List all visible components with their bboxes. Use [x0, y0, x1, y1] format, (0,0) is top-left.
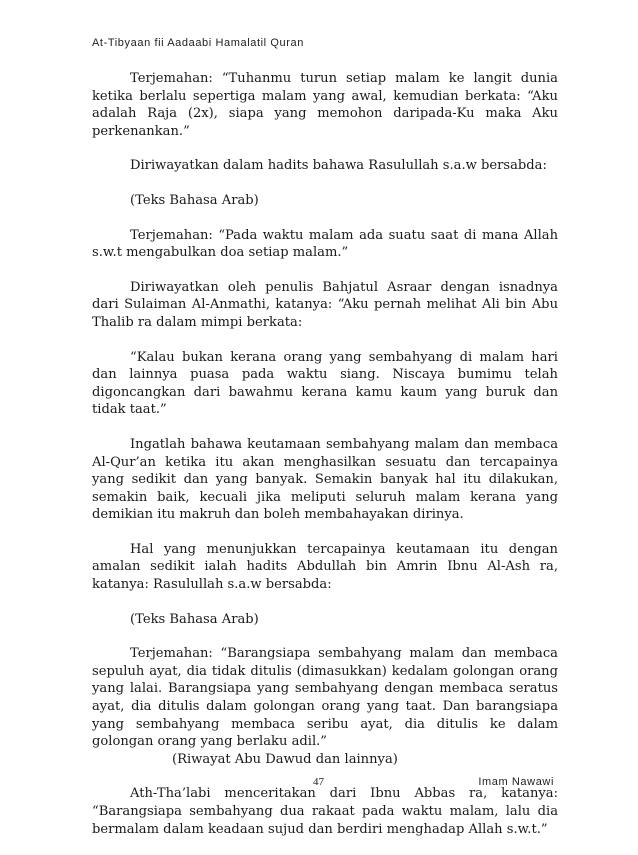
- running-header: At-Tibyaan fii Aadaabi Hamalatil Quran: [92, 37, 304, 49]
- page-number: 47: [313, 776, 324, 788]
- footer-author: Imam Nawawi: [478, 776, 554, 788]
- paragraph-arabic-placeholder-2: (Teks Bahasa Arab): [130, 611, 259, 627]
- paragraph-translation-3: Terjemahan: “Barangsiapa sembahyang malam dan membaca sepuluh ayat, dia tidak ditulis (dimasukkan) kedalam golongan orang yang lalai. Barangsiapa yang sembahyang dengan membaca seratus ayat, dia ditulis dalam golongan orang yang taat. Dan barangsiapa yang sembahyang membaca seribu ayat, dia ditulis ke dalam golongan orang yang berlaku adil.”: [92, 646, 558, 750]
- paragraph-virtue: Ingatlah bahawa keutamaan sembahyang malam dan membaca Al-Qur’an ketika itu akan menghasilkan sesuatu dan tercapainya yang sedikit dan yang banyak. Semakin banyak hal itu dilakukan, semakin baik, kecuali jika meliputi seluruh malam kerana yang demikian itu makruh dan boleh membahayakan dirinya.: [92, 436, 558, 523]
- paragraph-attribution: (Riwayat Abu Dawud dan lainnya): [172, 751, 398, 767]
- paragraph-hadith-intro-1: Diriwayatkan dalam hadits bahawa Rasulullah s.a.w bersabda:: [130, 158, 547, 174]
- paragraph-quote: “Kalau bukan kerana orang yang sembahyang di malam hari dan lainnya puasa pada waktu siang. Niscaya bumimu telah digoncangkan dari bawahmu kerana kamu kaum yang buruk dan tidak taat.”: [92, 349, 558, 418]
- paragraph-translation-1: Terjemahan: “Tuhanmu turun setiap malam ke langit dunia ketika berlalu sepertiga malam yang awal, kemudian berkata: “Aku adalah Raja (2x), siapa yang memohon daripada-Ku maka Aku perkenankan.”: [92, 71, 558, 139]
- page-body: [92, 70, 558, 855]
- paragraph-narration: Diriwayatkan oleh penulis Bahjatul Asraar dengan isnadnya dari Sulaiman Al-Anmathi, katanya: “Aku pernah melihat Ali bin Abu Thalib ra dalam mimpi berkata:: [92, 279, 558, 330]
- paragraph-arabic-placeholder-1: (Teks Bahasa Arab): [130, 192, 259, 208]
- paragraph-translation-2: Terjemahan: “Pada waktu malam ada suatu saat di mana Allah s.w.t mengabulkan doa setiap malam.”: [92, 227, 558, 261]
- paragraph-thalabi: Ath-Tha’labi menceritakan dari Ibnu Abbas ra, katanya: “Barangsiapa sembahyang dua rakaat pada waktu malam, lalu dia bermalam dalam keadaan sujud dan berdiri menghadap Allah s.w.t.”: [92, 786, 558, 837]
- paragraph-hadith-intro-2: Hal yang menunjukkan tercapainya keutamaan itu dengan amalan sedikit ialah hadits Abdullah bin Amrin Ibnu Al-Ash ra, katanya: Rasulullah s.a.w bersabda:: [92, 541, 558, 593]
